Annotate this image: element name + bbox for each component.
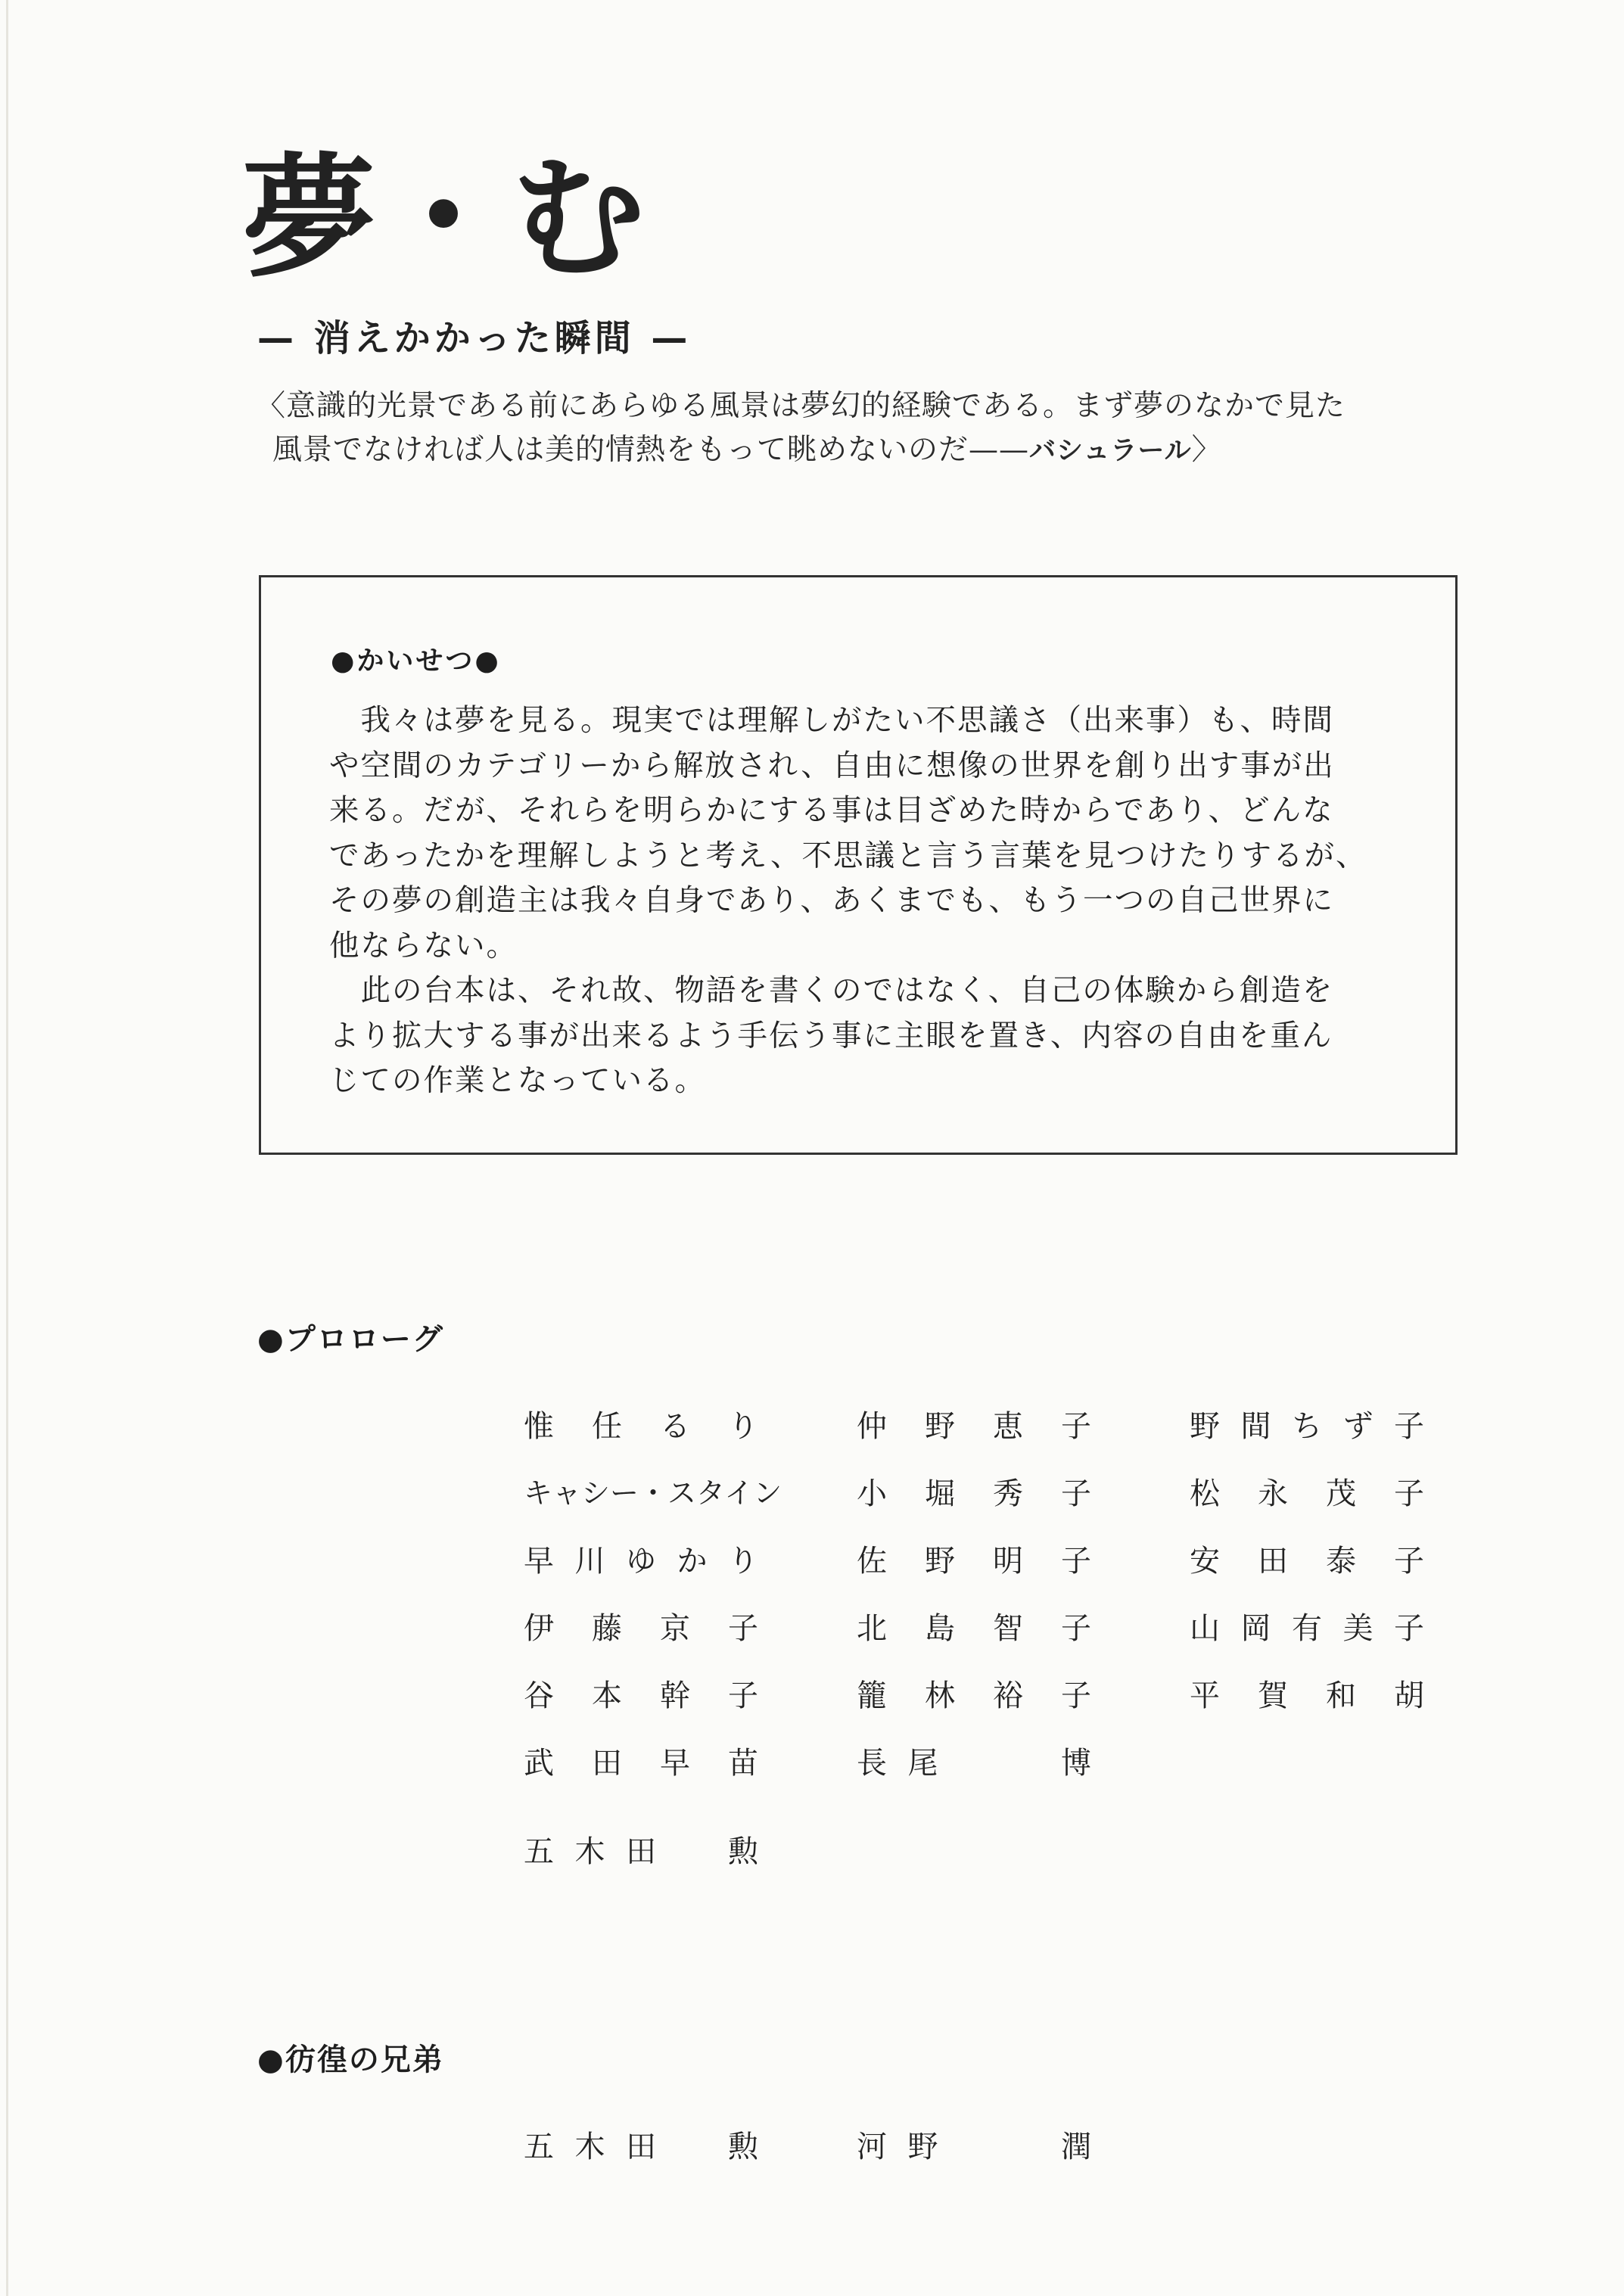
quote-line: 〈意識的光景である前にあらゆる風景は夢幻的経験である。まず夢のなかで見た (256, 389, 1346, 423)
quote-close: 〉 (1191, 433, 1222, 467)
cast-name: 仲野恵子 (857, 1409, 1091, 1444)
commentary-line: 来る。だが、それらを明らかにする事は目ざめた時からであり、どんな (329, 793, 1334, 828)
cast-name: 佐野明子 (857, 1544, 1091, 1579)
cast-name: 安田泰子 (1190, 1544, 1424, 1579)
cast-name: 山岡有美子 (1190, 1611, 1424, 1646)
commentary-heading: ●かいせつ● (331, 646, 501, 677)
commentary-line: じての作業となっている。 (329, 1063, 706, 1098)
cast-name: 松永茂子 (1190, 1476, 1424, 1511)
cast-name: 河野 潤 (857, 2130, 1091, 2164)
cast-name: 五木田 勲 (524, 2130, 758, 2164)
page-edge (6, 0, 8, 2296)
commentary-body (329, 698, 1404, 1104)
cast-name: 谷本幹子 (524, 1678, 758, 1713)
commentary-line: や空間のカテゴリーから解放され、自由に想像の世界を創り出す事が出 (329, 748, 1335, 783)
cast-name: 北島智子 (857, 1611, 1091, 1646)
cast-name: 小堀秀子 (857, 1476, 1091, 1511)
quote-line (256, 428, 1467, 473)
cast-name: キャシー・スタイン (524, 1476, 782, 1510)
commentary-line: より拡大する事が出来るよう手伝う事に主眼を置き、内容の自由を重ん (329, 1018, 1333, 1053)
cast-name: 伊藤京子 (524, 1611, 758, 1646)
quote-author: バシュラール (1029, 436, 1192, 466)
cast-name: 惟任るり (524, 1409, 758, 1444)
page-subtitle: — 消えかかった瞬間 — (257, 317, 692, 359)
section-heading-wandering-brothers: ●彷徨の兄弟 (257, 2042, 444, 2077)
epigraph-quote (256, 384, 1467, 473)
commentary-line: 他ならない。 (329, 928, 518, 963)
section-heading-prologue: ●プロローグ (257, 1322, 444, 1357)
cast-name: 野間ちず子 (1190, 1409, 1424, 1444)
cast-name: 武田早苗 (524, 1746, 758, 1781)
cast-name: 五木田 勲 (524, 1834, 758, 1869)
cast-name: 長尾 博 (857, 1746, 1091, 1781)
cast-name: 平賀和胡 (1190, 1678, 1424, 1713)
quote-text: 風景でなければ人は美的情熱をもって眺めないのだ—— (272, 433, 1030, 467)
commentary-line: であったかを理解しようと考え、不思議と言う言葉を見つけたりするが、 (329, 838, 1367, 873)
commentary-box (259, 575, 1458, 1155)
commentary-line: 我々は夢を見る。現実では理解しがたい不思議さ（出来事）も、時間 (329, 703, 1334, 738)
commentary-line: その夢の創造主は我々自身であり、あくまでも、もう一つの自己世界に (329, 883, 1334, 918)
commentary-line: 此の台本は、それ故、物語を書くのではなく、自己の体験から創造を (329, 973, 1334, 1008)
page-title: 夢・む (242, 139, 647, 296)
cast-name: 早川ゆかり (524, 1544, 758, 1579)
cast-name: 籠林裕子 (857, 1678, 1091, 1713)
